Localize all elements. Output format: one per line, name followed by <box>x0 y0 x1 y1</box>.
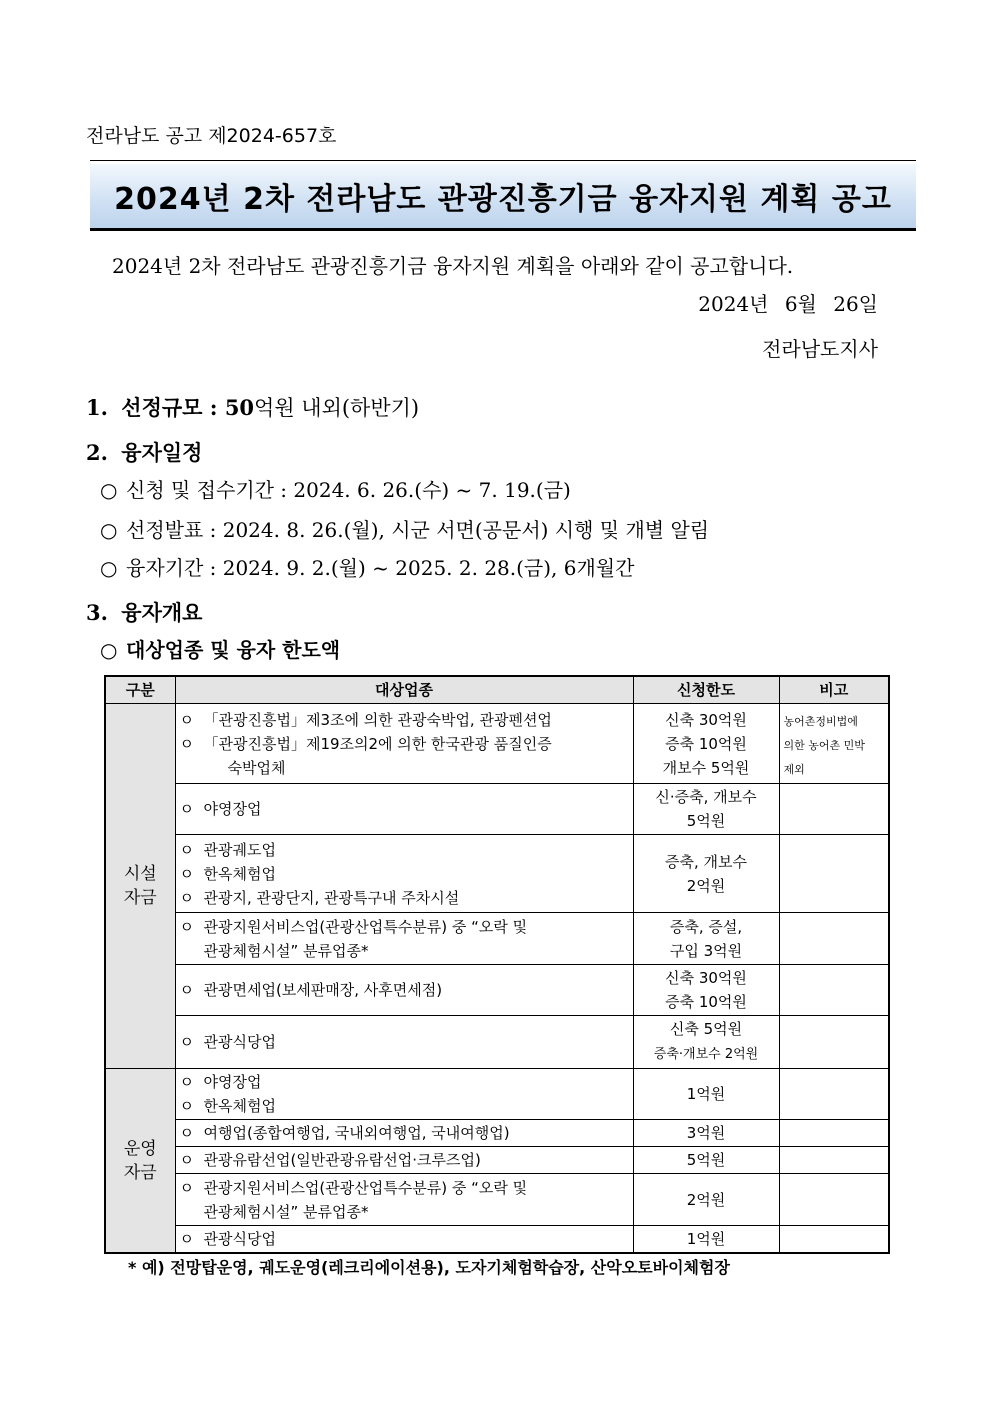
industry-cell: ㅇ 여행업(종합여행업, 국내외여행업, 국내여행업) <box>175 1120 633 1147</box>
category-facility: 시설 자금 <box>105 704 175 1069</box>
remark-cell <box>779 1120 889 1147</box>
limit-cell: 2억원 <box>633 1174 779 1226</box>
bullet-icon: ㅇ <box>179 1097 194 1115</box>
header-limit: 신청한도 <box>633 676 779 704</box>
bullet-icon: ○ <box>100 638 118 662</box>
limit-cell: 증축, 증설, 구입 3억원 <box>633 913 779 965</box>
industry-cell: ㅇ 관광식당업 <box>175 1016 633 1069</box>
section-2-label: 융자일정 <box>121 440 203 465</box>
industry-cell: ㅇ 관광궤도업 ㅇ 한옥체험업 ㅇ 관광지, 관광단지, 관광특구내 주차시설 <box>175 835 633 913</box>
industry-cell: ㅇ 관광지원서비스업(관광산업특수분류) 중 “오락 및 관광체험시설” 분류업종* <box>175 1174 633 1226</box>
bullet-icon: ㅇ <box>179 1124 194 1142</box>
section-3-number: 3. <box>86 600 108 625</box>
remark-cell <box>779 784 889 835</box>
limit-cell: 1억원 <box>633 1226 779 1254</box>
section-3-label: 융자개요 <box>121 600 203 625</box>
title-top-rule <box>90 160 916 161</box>
section-1-number: 1. <box>86 395 108 420</box>
limit-cell: 신축 5억원 증축·개보수 2억원 <box>633 1016 779 1069</box>
section-1-label: 선정규모 : 50 <box>121 395 255 420</box>
table-row <box>105 1226 889 1254</box>
remark-cell <box>779 835 889 913</box>
bullet-icon: ○ <box>100 556 118 580</box>
limit-cell: 신축 30억원 증축 10억원 개보수 5억원 <box>633 704 779 784</box>
bullet-icon: ㅇ <box>179 1151 194 1169</box>
limit-cell: 1억원 <box>633 1069 779 1120</box>
table-row <box>105 1120 889 1147</box>
section-1 <box>86 392 419 422</box>
document-title: 2024년 2차 전라남도 관광진흥기금 융자지원 계획 공고 <box>90 164 916 231</box>
notice-date: 2024년 6월 26일 <box>698 292 878 316</box>
industry-cell: ㅇ 관광유람선업(일반관광유람선업·크루즈업) <box>175 1147 633 1174</box>
limit-cell: 5억원 <box>633 1147 779 1174</box>
table-row <box>105 1016 889 1069</box>
bullet-icon: ㅇ <box>179 840 194 859</box>
limit-cell: 신축 30억원 증축 10억원 <box>633 965 779 1016</box>
remark-cell <box>779 1226 889 1254</box>
industry-cell: ㅇ 야영장업 ㅇ 한옥체험업 <box>175 1069 633 1120</box>
schedule-item: ○ 선정발표 : 2024. 8. 26.(월), 시군 서면(공문서) 시행 및 개별 알림 <box>100 518 710 542</box>
bullet-icon: ㅇ <box>179 917 194 936</box>
remark-cell <box>779 1069 889 1120</box>
limit-cell: 3억원 <box>633 1120 779 1147</box>
bullet-icon: ㅇ <box>179 1230 194 1248</box>
table-row <box>105 704 889 784</box>
table-row <box>105 784 889 835</box>
bullet-icon: ㅇ <box>179 1178 194 1197</box>
bullet-icon: ㅇ <box>179 734 194 753</box>
section-3 <box>86 597 202 627</box>
industry-cell: ㅇ 관광지원서비스업(관광산업특수분류) 중 “오락 및 관광체험시설” 분류업종* <box>175 913 633 965</box>
industry-cell: ㅇ 「관광진흥법」제3조에 의한 관광숙박업, 관광펜션업 ㅇ 「관광진흥법」제19조의2에 의한 한국관광 품질인증 숙박업체 <box>175 704 633 784</box>
bullet-icon: ㅇ <box>179 888 194 907</box>
footnote: * 예) 전망탑운영, 궤도운영(레크리에이션용), 도자기체험학습장, 산악오토바이체험장 <box>128 1258 730 1277</box>
schedule-item: ○ 신청 및 접수기간 : 2024. 6. 26.(수) ~ 7. 19.(금) <box>100 478 571 502</box>
schedule-item: ○ 융자기간 : 2024. 9. 2.(월) ~ 2025. 2. 28.(금), 6개월간 <box>100 556 635 580</box>
table-row <box>105 835 889 913</box>
funding-table <box>104 675 890 1254</box>
remark-cell: 농어촌정비법에 의한 농어촌 민박 제외 <box>779 704 889 784</box>
header-remark: 비고 <box>779 676 889 704</box>
header-category: 구분 <box>105 676 175 704</box>
limit-cell: 증축, 개보수 2억원 <box>633 835 779 913</box>
bullet-icon: ㅇ <box>179 1073 194 1091</box>
bullet-icon: ○ <box>100 478 118 502</box>
industry-cell: ㅇ 관광면세업(보세판매장, 사후면세점) <box>175 965 633 1016</box>
table-row <box>105 1147 889 1174</box>
table-row <box>105 1174 889 1226</box>
industry-cell: ㅇ 관광식당업 <box>175 1226 633 1254</box>
remark-cell <box>779 913 889 965</box>
bullet-icon: ㅇ <box>179 1033 194 1051</box>
table-row <box>105 913 889 965</box>
bullet-icon: ㅇ <box>179 864 194 883</box>
notice-number: 전라남도 공고 제2024-657호 <box>86 125 337 147</box>
bullet-icon: ㅇ <box>179 710 194 729</box>
section-3-sub: ○ 대상업종 및 융자 한도액 <box>100 638 341 662</box>
section-2-number: 2. <box>86 440 108 465</box>
intro-text: 2024년 2차 전라남도 관광진흥기금 융자지원 계획을 아래와 같이 공고합니다. <box>112 254 794 278</box>
table-header-row <box>105 676 889 704</box>
section-2 <box>86 437 202 467</box>
header-industry: 대상업종 <box>175 676 633 704</box>
remark-cell <box>779 965 889 1016</box>
bullet-icon: ㅇ <box>179 800 194 818</box>
remark-cell <box>779 1016 889 1069</box>
limit-cell: 신·증축, 개보수 5억원 <box>633 784 779 835</box>
category-operating: 운영 자금 <box>105 1069 175 1254</box>
bullet-icon: ㅇ <box>179 981 194 999</box>
agency-name: 전라남도지사 <box>762 337 878 361</box>
section-1-rest: 억원 내외(하반기) <box>254 396 420 420</box>
table-row <box>105 965 889 1016</box>
industry-cell: ㅇ 야영장업 <box>175 784 633 835</box>
remark-cell <box>779 1174 889 1226</box>
remark-cell <box>779 1147 889 1174</box>
table-row <box>105 1069 889 1120</box>
bullet-icon: ○ <box>100 518 118 542</box>
